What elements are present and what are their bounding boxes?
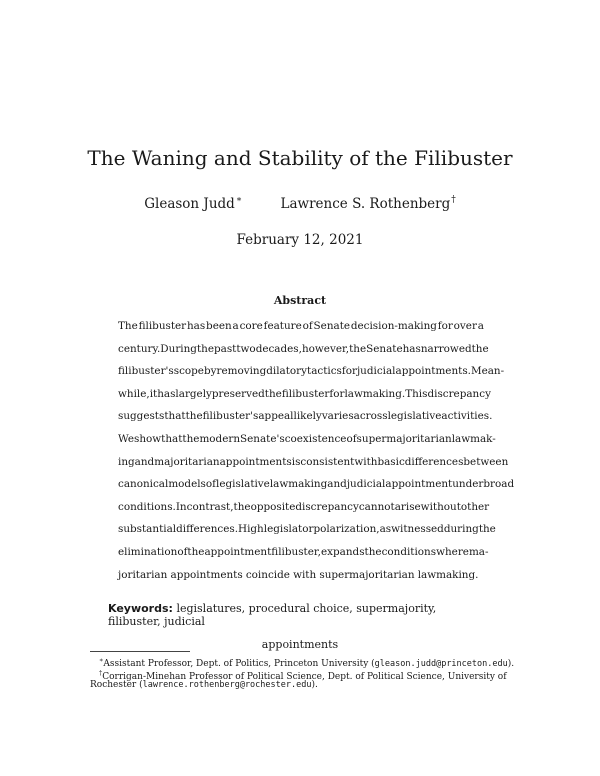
author-2-footnote-mark: † — [451, 195, 456, 205]
abstract-line: conditions. In contrast, the opposite discrepancy cannot arise without other — [118, 500, 490, 513]
footnote-2-end: ). — [311, 680, 318, 690]
keywords-label: Keywords: — [108, 602, 173, 615]
footnote-2-email[interactable]: lawrence.rothenberg@rochester.edu — [142, 680, 312, 690]
author-list — [0, 195, 600, 212]
keywords — [108, 602, 492, 651]
footnote-1-mark: ∗ — [99, 656, 104, 664]
author-2 — [281, 195, 456, 212]
author-1-name: Gleason Judd — [144, 196, 235, 212]
footnote-rule — [90, 651, 190, 652]
abstract-line: canonical models of legislative lawmaking and judicial appointment under broad — [118, 478, 515, 491]
abstract-line: suggests that the filibuster's appeal likely varies across legislative activities. — [118, 410, 493, 423]
keywords-text-line-1: legislatures, procedural choice, supermajority, filibuster, judicial — [108, 602, 437, 628]
keywords-text-line-2: appointments — [261, 638, 339, 651]
footnote-1-end: ). — [507, 659, 515, 669]
author-2-name: Lawrence S. Rothenberg — [280, 196, 451, 212]
footnote-2-text: Corrigan-Minehan Professor of Political Science, Dept. of Political Science, University of — [102, 672, 507, 682]
author-1 — [144, 195, 242, 212]
abstract-line: ing and majoritarian appointments is consistent with basic differences between — [118, 455, 509, 468]
abstract-line: while, it has largely preserved the filibuster for lawmaking. This discrepancy — [118, 387, 491, 400]
abstract-line: The filibuster has been a core feature of Senate decision-making for over a — [118, 320, 484, 332]
footnote-2-mark: † — [99, 669, 103, 677]
author-1-footnote-mark: ∗ — [235, 195, 242, 205]
footnote-2-text-cont: Rochester ( — [90, 680, 143, 690]
abstract-line: century. During the past two decades, however, the Senate has narrowed the — [118, 342, 489, 355]
footnote-1-text: Assistant Professor, Dept. of Politics, Princeton University ( — [103, 659, 375, 669]
abstract-line: elimination of the appointment filibuster, expands the conditions where ma- — [118, 545, 489, 558]
abstract-heading: Abstract — [273, 294, 327, 307]
paper-title: The Waning and Stability of the Filibuster — [87, 146, 513, 170]
footnote-1-email[interactable]: gleason.judd@princeton.edu — [374, 659, 508, 669]
abstract-line: joritarian appointments coincide with supermajoritarian lawmaking. — [118, 568, 479, 581]
abstract-line: filibuster's scope by removing dilatory tactics for judicial appointments. Mean- — [118, 365, 505, 378]
footnote-2-continued — [90, 680, 318, 692]
paper-date: February 12, 2021 — [236, 232, 364, 248]
abstract-line: We show that the modern Senate's coexistence of supermajoritarian lawmak- — [118, 432, 496, 445]
abstract-body — [118, 318, 515, 589]
abstract-line: substantial differences. High legislator polarization, as witnessed during the — [118, 523, 496, 536]
